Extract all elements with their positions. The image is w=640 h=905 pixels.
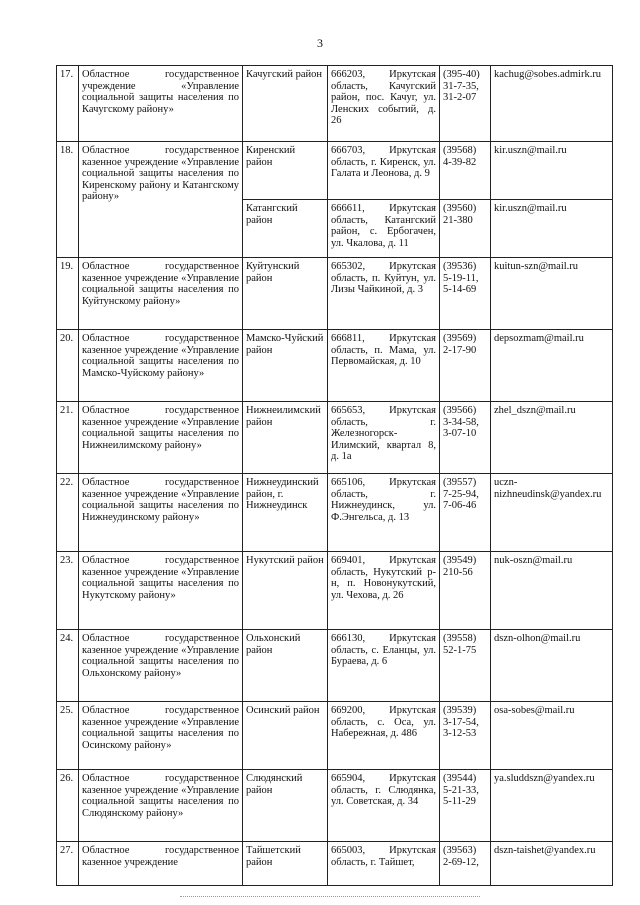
table-row — [57, 330, 613, 402]
address-cell: 666130, Иркутская область, с. Еланцы, ул. Бураева, д. 6 — [328, 630, 440, 702]
address-cell: 666703, Иркутская область, г. Киренск, ул. Галата и Леонова, д. 9 — [328, 142, 440, 200]
row-number: 22. — [57, 474, 79, 552]
district-cell: Нижнеилимский район — [243, 402, 328, 474]
district-cell: Катангский район — [243, 200, 328, 258]
phone-cell: (39558) 52-1-75 — [440, 630, 491, 702]
phone-cell: (39539) 3-17-54, 3-12-53 — [440, 702, 491, 770]
email-cell[interactable]: dszn-taishet@yandex.ru — [491, 842, 613, 886]
district-cell: Тайшетский район — [243, 842, 328, 886]
phone-cell: (39563) 2-69-12, — [440, 842, 491, 886]
district-cell: Киренский район — [243, 142, 328, 200]
district-cell: Качугский район — [243, 66, 328, 142]
row-number: 20. — [57, 330, 79, 402]
district-cell: Нукутский район — [243, 552, 328, 630]
institution-name: Областное государственное казенное учреждение «Управление социальной защиты населения по Слюдянскому району» — [79, 770, 243, 842]
table-row — [57, 474, 613, 552]
table-row — [57, 66, 613, 142]
institution-name: Областное государственное казенное учреждение — [79, 842, 243, 886]
phone-cell: (39560) 21-380 — [440, 200, 491, 258]
email-cell[interactable]: kir.uszn@mail.ru — [491, 142, 613, 200]
table-row — [57, 770, 613, 842]
district-cell: Слюдянский район — [243, 770, 328, 842]
address-cell: 666811, Иркутская область, п. Мама, ул. Первомайская, д. 10 — [328, 330, 440, 402]
row-number: 18. — [57, 142, 79, 258]
phone-cell: (39568) 4-39-82 — [440, 142, 491, 200]
table-row — [57, 402, 613, 474]
institution-name: Областное государственное казенное учреждение «Управление социальной защиты населения по Ольхонскому району» — [79, 630, 243, 702]
address-cell: 665106, Иркутская область, г. Нижнеудинск, ул. Ф.Энгельса, д. 13 — [328, 474, 440, 552]
institution-name: Областное государственное казенное учреждение «Управление социальной защиты населения по Нижнеудинскому району» — [79, 474, 243, 552]
institution-name: Областное государственное казенное учреждение «Управление социальной защиты населения по Куйтунскому району» — [79, 258, 243, 330]
address-cell: 669401, Иркутская область, Нукутский р-н, п. Новонукутский, ул. Чехова, д. 26 — [328, 552, 440, 630]
institution-name: Областное государственное казенное учреждение «Управление социальной защиты населения по Осинскому району» — [79, 702, 243, 770]
email-cell[interactable]: depsozmam@mail.ru — [491, 330, 613, 402]
district-cell: Куйтунский район — [243, 258, 328, 330]
phone-cell: (39569) 2-17-90 — [440, 330, 491, 402]
phone-cell: (39557) 7-25-94, 7-06-46 — [440, 474, 491, 552]
row-number: 17. — [57, 66, 79, 142]
phone-cell: (39566) 3-34-58, 3-07-10 — [440, 402, 491, 474]
email-cell[interactable]: osa-sobes@mail.ru — [491, 702, 613, 770]
scan-edge-mark — [180, 896, 480, 899]
district-cell: Ольхонский район — [243, 630, 328, 702]
phone-cell: (39544) 5-21-33, 5-11-29 — [440, 770, 491, 842]
address-cell: 665302, Иркутская область, п. Куйтун, ул. Лизы Чайкиной, д. 3 — [328, 258, 440, 330]
institution-name: Областное государственное казенное учреждение «Управление социальной защиты населения по Киренскому району и Катангскому району» — [79, 142, 243, 258]
email-cell[interactable]: uczn-nizhneudinsk@yandex.ru — [491, 474, 613, 552]
institution-name: Областное государственное казенное учреждение «Управление социальной защиты населения по Нукутскому району» — [79, 552, 243, 630]
district-cell: Мамско-Чуйский район — [243, 330, 328, 402]
institution-name: Областное государственное казенное учреждение «Управление социальной защиты населения по Мамско-Чуйскому району» — [79, 330, 243, 402]
institutions-table — [56, 65, 613, 886]
phone-cell: (39549) 210-56 — [440, 552, 491, 630]
district-cell: Осинский район — [243, 702, 328, 770]
row-number: 19. — [57, 258, 79, 330]
institution-name: Областное государственное учреждение «Управление социальной защиты населения по Качугскому району» — [79, 66, 243, 142]
address-cell: 665904, Иркутская область, г. Слюдянка, ул. Советская, д. 34 — [328, 770, 440, 842]
row-number: 23. — [57, 552, 79, 630]
email-cell[interactable]: kuitun-szn@mail.ru — [491, 258, 613, 330]
address-cell: 666611, Иркутская область, Катангский район, с. Ербогачен, ул. Чкалова, д. 11 — [328, 200, 440, 258]
address-cell: 666203, Иркутская область, Качугский район, пос. Качуг, ул. Ленских событий, д. 26 — [328, 66, 440, 142]
email-cell[interactable]: dszn-olhon@mail.ru — [491, 630, 613, 702]
district-cell: Нижнеудинский район, г. Нижнеудинск — [243, 474, 328, 552]
table-row — [57, 842, 613, 886]
email-cell[interactable]: zhel_dszn@mail.ru — [491, 402, 613, 474]
email-cell[interactable]: kir.uszn@mail.ru — [491, 200, 613, 258]
table-body — [57, 66, 613, 886]
row-number: 25. — [57, 702, 79, 770]
email-cell[interactable]: nuk-oszn@mail.ru — [491, 552, 613, 630]
address-cell: 665003, Иркутская область, г. Тайшет, — [328, 842, 440, 886]
table-row — [57, 702, 613, 770]
row-number: 21. — [57, 402, 79, 474]
row-number: 26. — [57, 770, 79, 842]
email-cell[interactable]: kachug@sobes.admirk.ru — [491, 66, 613, 142]
phone-cell: (395-40) 31-7-35, 31-2-07 — [440, 66, 491, 142]
table-row — [57, 142, 613, 200]
table-row — [57, 630, 613, 702]
institution-name: Областное государственное казенное учреждение «Управление социальной защиты населения по Нижнеилимскому району» — [79, 402, 243, 474]
table-row — [57, 258, 613, 330]
page-number: 3 — [317, 36, 323, 50]
phone-cell: (39536) 5-19-11, 5-14-69 — [440, 258, 491, 330]
address-cell: 665653, Иркутская область, г. Железногорск-Илимский, квартал 8, д. 1а — [328, 402, 440, 474]
address-cell: 669200, Иркутская область, с. Оса, ул. Набережная, д. 486 — [328, 702, 440, 770]
table-row — [57, 552, 613, 630]
row-number: 24. — [57, 630, 79, 702]
email-cell[interactable]: ya.sluddszn@yandex.ru — [491, 770, 613, 842]
row-number: 27. — [57, 842, 79, 886]
